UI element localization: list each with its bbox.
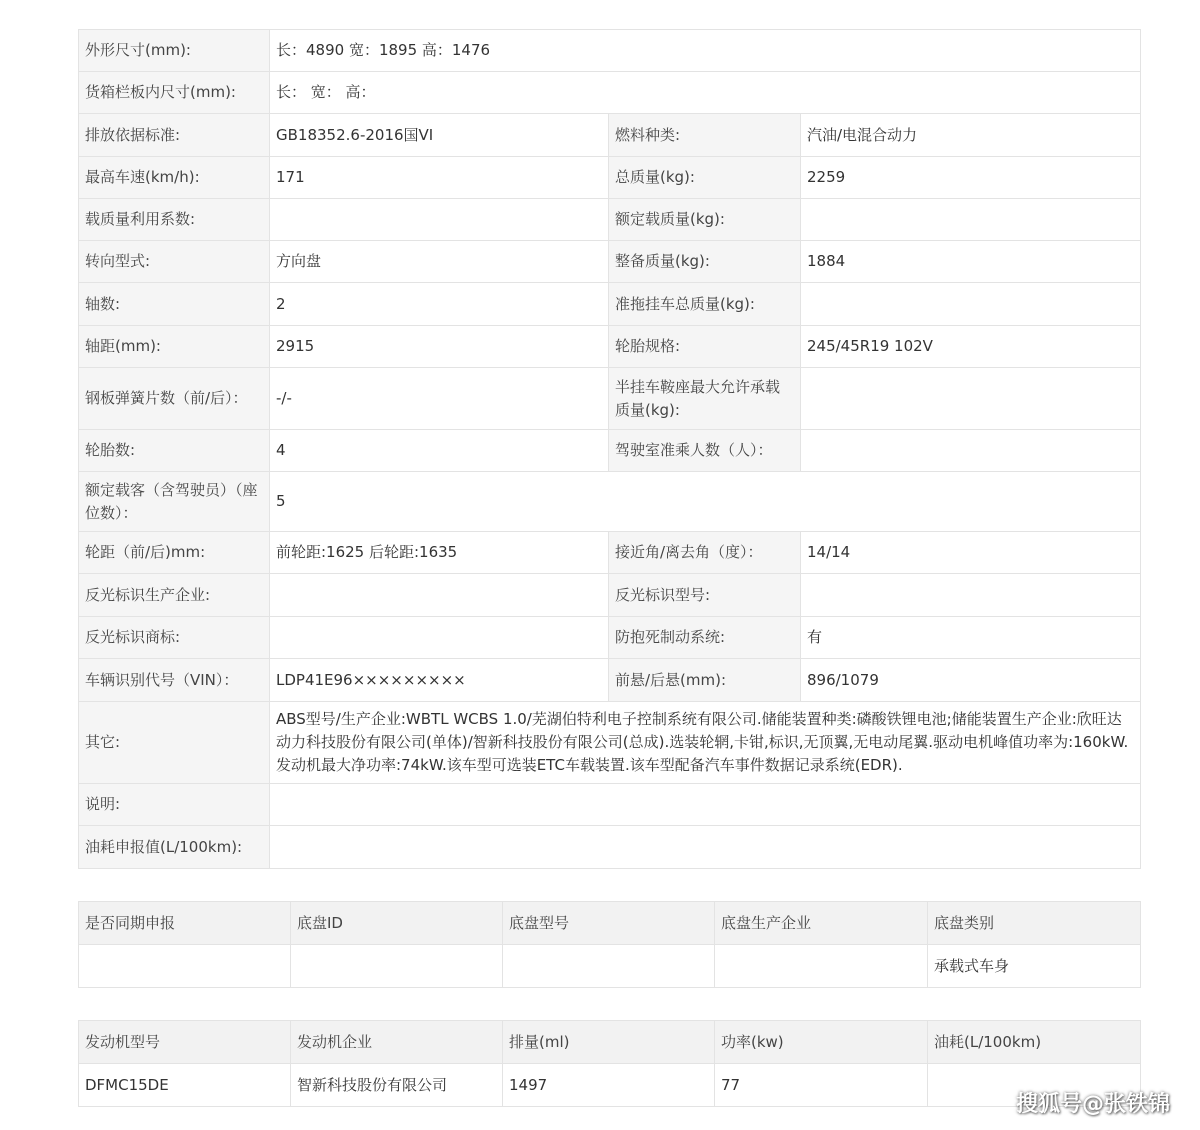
track-width-label: 轮距（前/后)mm: [79, 532, 270, 574]
spec-row [79, 157, 1141, 199]
curb-mass-value: 1884 [801, 241, 1141, 283]
spec-row [79, 430, 1141, 472]
reflector-maker-value [270, 574, 609, 617]
spec-row [79, 72, 1141, 114]
cab-passengers-value [801, 430, 1141, 472]
abs-label: 防抱死制动系统: [609, 617, 801, 659]
engine-cell: DFMC15DE [79, 1064, 291, 1107]
tire-count-value: 4 [270, 430, 609, 472]
fuel-type-label: 燃料种类: [609, 114, 801, 157]
chassis-cell [79, 945, 291, 988]
chassis-cell [503, 945, 715, 988]
trailer-mass-label: 准拖挂车总质量(kg): [609, 283, 801, 326]
engine-table [78, 1020, 1141, 1107]
vin-label: 车辆识别代号（VIN）： [79, 659, 270, 702]
spec-row [79, 199, 1141, 241]
engine-cell: 智新科技股份有限公司 [291, 1064, 503, 1107]
chassis-header-cell: 是否同期申报 [79, 902, 291, 945]
spec-row [79, 826, 1141, 869]
vin-value: LDP41E96××××××××× [270, 659, 609, 702]
overhang-label: 前悬/后悬(mm): [609, 659, 801, 702]
spec-row [79, 532, 1141, 574]
engine-header-cell: 油耗(L/100km) [928, 1021, 1141, 1064]
reflector-model-label: 反光标识型号: [609, 574, 801, 617]
chassis-header-cell: 底盘类别 [928, 902, 1141, 945]
chassis-cell [715, 945, 928, 988]
spec-row [79, 784, 1141, 826]
load-coefficient-label: 载质量利用系数: [79, 199, 270, 241]
chassis-header-cell: 底盘ID [291, 902, 503, 945]
rated-load-value [801, 199, 1141, 241]
emission-standard-value: GB18352.6-2016国VI [270, 114, 609, 157]
trailer-mass-value [801, 283, 1141, 326]
engine-header-cell: 发动机型号 [79, 1021, 291, 1064]
cab-passengers-label: 驾驶室准乘人数（人）： [609, 430, 801, 472]
engine-cell: 77 [715, 1064, 928, 1107]
spec-row [79, 617, 1141, 659]
wheelbase-value: 2915 [270, 326, 609, 368]
total-mass-label: 总质量(kg): [609, 157, 801, 199]
wheelbase-label: 轴距(mm): [79, 326, 270, 368]
saddle-load-label: 半挂车鞍座最大允许承载质量(kg): [609, 368, 801, 430]
spec-row [79, 326, 1141, 368]
chassis-table [78, 901, 1141, 988]
axle-count-value: 2 [270, 283, 609, 326]
fuel-consumption-value [270, 826, 1141, 869]
steering-type-label: 转向型式: [79, 241, 270, 283]
note-label: 说明: [79, 784, 270, 826]
engine-header-cell: 排量(ml) [503, 1021, 715, 1064]
emission-standard-label: 排放依据标准: [79, 114, 270, 157]
steering-type-value: 方向盘 [270, 241, 609, 283]
chassis-header-row [79, 902, 1141, 945]
spec-row [79, 368, 1141, 430]
overhang-value: 896/1079 [801, 659, 1141, 702]
reflector-maker-label: 反光标识生产企业: [79, 574, 270, 617]
tire-spec-label: 轮胎规格: [609, 326, 801, 368]
track-width-value: 前轮距:1625 后轮距:1635 [270, 532, 609, 574]
engine-header-row [79, 1021, 1141, 1064]
reflector-brand-label: 反光标识商标: [79, 617, 270, 659]
curb-mass-label: 整备质量(kg): [609, 241, 801, 283]
tire-count-label: 轮胎数: [79, 430, 270, 472]
approach-departure-angle-label: 接近角/离去角（度）： [609, 532, 801, 574]
spec-row [79, 574, 1141, 617]
other-value: ABS型号/生产企业:WBTL WCBS 1.0/芜湖伯特利电子控制系统有限公司.储能装置种类:磷酸铁锂电池;储能装置生产企业:欣旺达动力科技股份有限公司(单体)/智新科技股份有限公司(总成).选装轮辋,卡钳,标识,无顶翼,无电动尾翼.驱动电机峰值功率为:160kW.发动机最大净功率:74kW.该车型可选装ETC车载装置.该车型配备汽车事件数据记录系统(EDR). [270, 702, 1141, 784]
approach-departure-angle-value: 14/14 [801, 532, 1141, 574]
abs-value: 有 [801, 617, 1141, 659]
chassis-cell [291, 945, 503, 988]
chassis-header-cell: 底盘生产企业 [715, 902, 928, 945]
tire-spec-value: 245/45R19 102V [801, 326, 1141, 368]
load-coefficient-value [270, 199, 609, 241]
spec-row [79, 241, 1141, 283]
spec-row [79, 114, 1141, 157]
axle-count-label: 轴数: [79, 283, 270, 326]
engine-data-row [79, 1064, 1141, 1107]
spec-row [79, 283, 1141, 326]
dimensions-value: 长：4890 宽：1895 高：1476 [270, 30, 1141, 72]
leaf-spring-value: -/- [270, 368, 609, 430]
reflector-model-value [801, 574, 1141, 617]
engine-cell: 1497 [503, 1064, 715, 1107]
cargo-size-value: 长： 宽： 高： [270, 72, 1141, 114]
chassis-data-row [79, 945, 1141, 988]
watermark: 搜狐号@张铁锦 [1015, 1092, 1170, 1117]
fuel-consumption-label: 油耗申报值(L/100km): [79, 826, 270, 869]
spec-row [79, 659, 1141, 702]
total-mass-value: 2259 [801, 157, 1141, 199]
cargo-size-label: 货箱栏板内尺寸(mm): [79, 72, 270, 114]
spec-row [79, 30, 1141, 72]
rated-load-label: 额定载质量(kg): [609, 199, 801, 241]
spec-row [79, 702, 1141, 784]
vehicle-spec-table [78, 29, 1141, 869]
note-value [270, 784, 1141, 826]
engine-header-cell: 发动机企业 [291, 1021, 503, 1064]
chassis-cell: 承载式车身 [928, 945, 1141, 988]
reflector-brand-value [270, 617, 609, 659]
other-label: 其它: [79, 702, 270, 784]
fuel-type-value: 汽油/电混合动力 [801, 114, 1141, 157]
rated-seats-label: 额定载客（含驾驶员）（座位数）： [79, 472, 270, 532]
chassis-header-cell: 底盘型号 [503, 902, 715, 945]
rated-seats-value: 5 [270, 472, 1141, 532]
spec-row [79, 472, 1141, 532]
max-speed-label: 最高车速(km/h): [79, 157, 270, 199]
engine-header-cell: 功率(kw) [715, 1021, 928, 1064]
dimensions-label: 外形尺寸(mm): [79, 30, 270, 72]
saddle-load-value [801, 368, 1141, 430]
max-speed-value: 171 [270, 157, 609, 199]
leaf-spring-label: 钢板弹簧片数（前/后）： [79, 368, 270, 430]
